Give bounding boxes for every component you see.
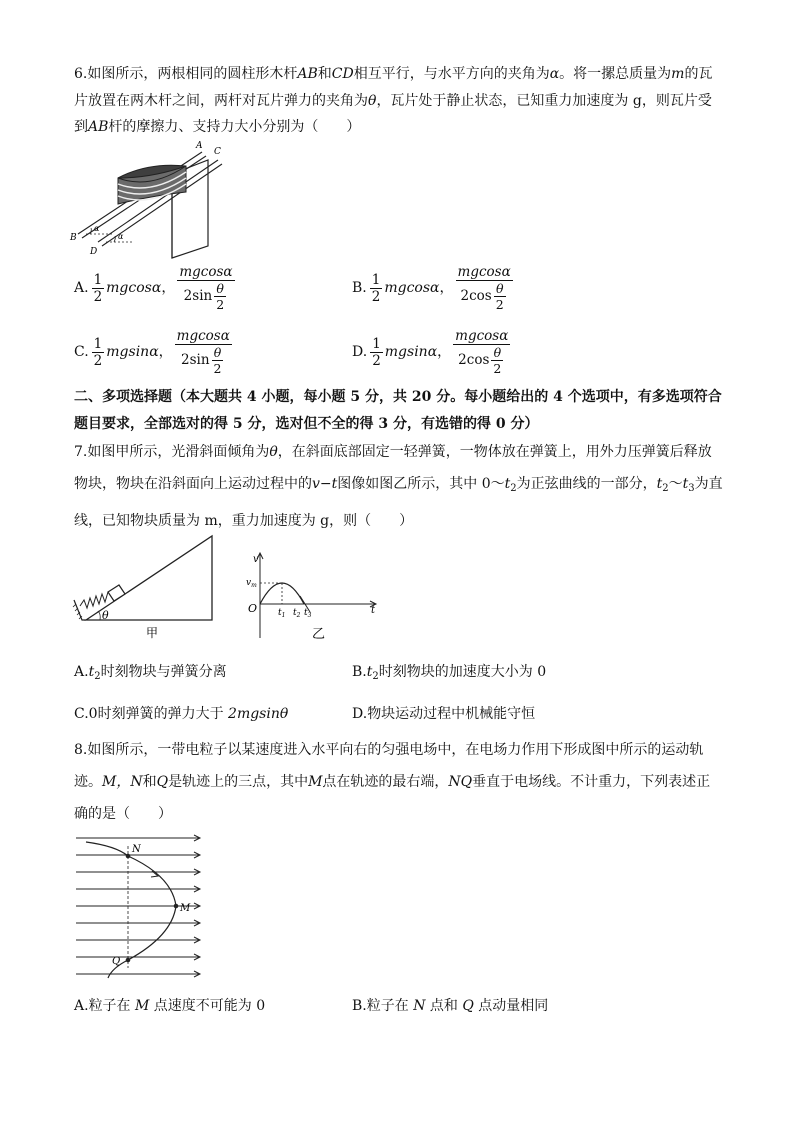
q6-text: 6.如图所示，两根相同的圆柱形木杆 — [74, 66, 298, 82]
q8-label-n: N — [132, 844, 141, 855]
option-label: A. — [74, 280, 89, 296]
q8-text: 是轨迹上的三点，其中 — [168, 774, 309, 790]
q6-label-d: D — [90, 247, 98, 257]
fraction: $\frac{1}{2}$ — [93, 271, 103, 305]
q8-point-n-dot — [126, 854, 131, 859]
q8-figure-field — [72, 832, 208, 982]
option-label: B. — [352, 998, 367, 1014]
option-text: 时刻物块与弹簧分离 — [100, 664, 227, 680]
q7-option-b[interactable]: $B.t_2$时刻物块的加速度大小为 0 — [352, 664, 547, 682]
option-term: mgcos — [106, 280, 152, 296]
fraction: mgcosα 2sin $\frac{\theta}{2}$ — [176, 328, 230, 376]
option-label: C. — [74, 344, 89, 360]
option-term: mgsin — [384, 344, 428, 360]
q8-text: 和 — [142, 774, 157, 790]
q7-spring — [80, 592, 108, 608]
option-label: B. — [352, 664, 367, 680]
q7-caption-yi: 乙 — [312, 627, 326, 642]
q6-option-c[interactable]: C. $\frac{1}{2}$ mgsinα， mgcosα 2sin $\frac{\theta}{2}$ — [74, 328, 230, 376]
q7-t-label: t — [371, 605, 376, 616]
q6-text: 相互平行，与水平方向的夹角为 — [353, 66, 550, 82]
option-label: B. — [352, 280, 367, 296]
q8-option-a[interactable]: A.粒子在 M 点速度不可能为 0 — [74, 998, 266, 1014]
q6-text: 的瓦片放置在两木杆之间，两杆对瓦片弹力的夹角为 — [74, 66, 713, 109]
q6-label-a: A — [196, 141, 203, 151]
q7-vt: v−t — [312, 476, 338, 492]
fraction: mgcosα 2cos $\frac{\theta}{2}$ — [457, 264, 511, 312]
q7-text: 为正弦曲线的一部分， — [516, 476, 657, 492]
option-text: 物块运动过程中机械能守恒 — [367, 706, 536, 722]
q7-text: 图像如图乙所示，其中 0～ — [337, 476, 505, 492]
fraction: $\frac{1}{2}$ — [93, 335, 103, 369]
q7-figure-yi — [240, 552, 385, 647]
q8-points-mn: M，N — [102, 774, 143, 790]
q7-text: 7.如图甲所示，光滑斜面倾角为 — [74, 444, 270, 460]
question-7-stem: 7.如图甲所示，光滑斜面倾角为θ，在斜面底部固定一轻弹簧，一物体放在弹簧上，用外力压弹簧后释放物块，物块在沿斜面向上运动过程中的v−t图像如图乙所示，其中 $0\sim t_2$为正弦曲线的一部分，$t_2\sim t_3$为直线，已知物块质量为 m，重力加速度为 g，则（ ） — [74, 444, 723, 529]
q6-label-alpha-1: α — [94, 224, 100, 233]
q8-text: 点在轨迹的最右端， — [322, 774, 449, 790]
q6-rod-cd: CD — [331, 66, 354, 82]
option-label: C. — [74, 706, 89, 722]
option-term: mgsin — [106, 344, 150, 360]
q6-theta: θ — [368, 92, 377, 109]
question-6-stem — [74, 61, 724, 141]
q6-figure-rods-tiles — [68, 138, 228, 258]
q7-option-d[interactable] — [352, 704, 535, 724]
option-expr: 2mgsinθ — [228, 706, 289, 722]
q7-t2b: t — [656, 476, 663, 492]
q6-rod-ab: AB — [88, 119, 109, 135]
q7-figure-jia — [72, 534, 222, 644]
q7-origin-label: O — [248, 602, 258, 615]
q7-incline — [86, 536, 212, 620]
q6-label-alpha-2: α — [118, 232, 124, 241]
q6-text: ，瓦片处于静止状态，已知重力加速度为 g，则瓦片受到 — [74, 92, 712, 135]
q6-text: 和 — [317, 66, 332, 82]
q7-t2-label: $t_2$ — [293, 608, 301, 619]
q8-text: 垂直于电场线。不计重力，下列表述正确的是（ ） — [74, 774, 711, 822]
option-text: 时刻物块的加速度大小为 0 — [378, 664, 547, 680]
q6-label-b: B — [70, 233, 77, 243]
q6-option-a[interactable]: A. $\frac{1}{2}$ mgcosα， mgcosα 2sin $\frac{\theta}{2}$ — [74, 264, 233, 312]
q7-option-a[interactable]: $A.t_2$时刻物块与弹簧分离 — [74, 664, 227, 682]
q8-label-q: Q — [112, 956, 121, 967]
q7-jia-theta: θ — [102, 609, 109, 622]
q8-point-q: Q — [156, 774, 169, 790]
option-label: A. — [74, 664, 89, 680]
q8-point-m-dot — [174, 904, 179, 909]
q7-t2: t — [504, 476, 511, 492]
q6-text: 。将一摞总质量为 — [559, 66, 672, 82]
q6-option-b[interactable]: B. $\frac{1}{2}$ mgcosα， mgcosα 2cos $\frac{\theta}{2}$ — [352, 264, 511, 312]
fraction: $\frac{1}{2}$ — [371, 271, 381, 305]
q7-caption-jia: 甲 — [146, 626, 159, 640]
q7-t1-label: $t_1$ — [278, 608, 286, 619]
q6-mass: m — [671, 66, 685, 82]
option-term: mgcos — [384, 280, 431, 296]
q6-rod-ab: AB — [297, 66, 318, 82]
q7-text: 为直线，已知物块质量为 m，重力加速度为 g，则（ ） — [74, 476, 723, 529]
q6-text: 杆的摩擦力、支持力大小分别为（ ） — [108, 119, 361, 135]
q7-theta: θ — [269, 444, 278, 460]
q8-text: 8.如图所示，一带电粒子以某速度进入水平向右的匀强电场中，在电场力作用下形成图中所示的运动轨迹。 — [74, 742, 704, 790]
q8-option-b[interactable]: B.粒子在 N 点和 Q 点动量相同 — [352, 998, 549, 1014]
q6-label-c: C — [214, 147, 221, 157]
option-label: D. — [352, 344, 368, 360]
q7-t3-label: $t_3$ — [304, 608, 312, 619]
fraction: $\frac{1}{2}$ — [372, 335, 381, 369]
question-8-stem — [74, 734, 724, 830]
q8-trajectory — [86, 842, 176, 978]
q7-text: ，在斜面底部固定一轻弹簧，一物体放在弹簧上，用外力压弹簧后释放物块，物块在沿斜面向上运动过程中的 — [74, 444, 712, 492]
q7-vm-label: $v_m$ — [246, 578, 257, 589]
q8-point-q-dot — [126, 958, 131, 963]
q8-label-m: M — [180, 903, 191, 914]
q7-option-c[interactable] — [74, 704, 288, 724]
option-label: D. — [352, 706, 368, 722]
q6-option-d[interactable]: D. $\frac{1}{2}$ mgsinα， mgcosα 2cos $\frac{\theta}{2}$ — [352, 328, 509, 376]
q7-v-label: v — [253, 554, 259, 565]
option-text: 0时刻弹簧的弹力大于 — [88, 706, 229, 722]
q6-alpha: α — [549, 66, 560, 82]
section-2-heading: 二、多项选择题（本大题共 4 小题，每小题 5 分，共 20 分。每小题给出的 4 个选项中，有多选项符合题目要求，全部选对的得 5 分，选对但不全的得 3 分，有选错的得 0 分） — [74, 389, 722, 432]
q8-nq: NQ — [448, 774, 473, 790]
option-label: A. — [74, 998, 89, 1014]
q7-t3: t — [682, 476, 689, 492]
fraction: mgcosα 2sin $\frac{\theta}{2}$ — [179, 264, 233, 312]
fraction: mgcosα 2cos $\frac{\theta}{2}$ — [455, 328, 509, 376]
q8-point-m: M — [308, 774, 323, 790]
